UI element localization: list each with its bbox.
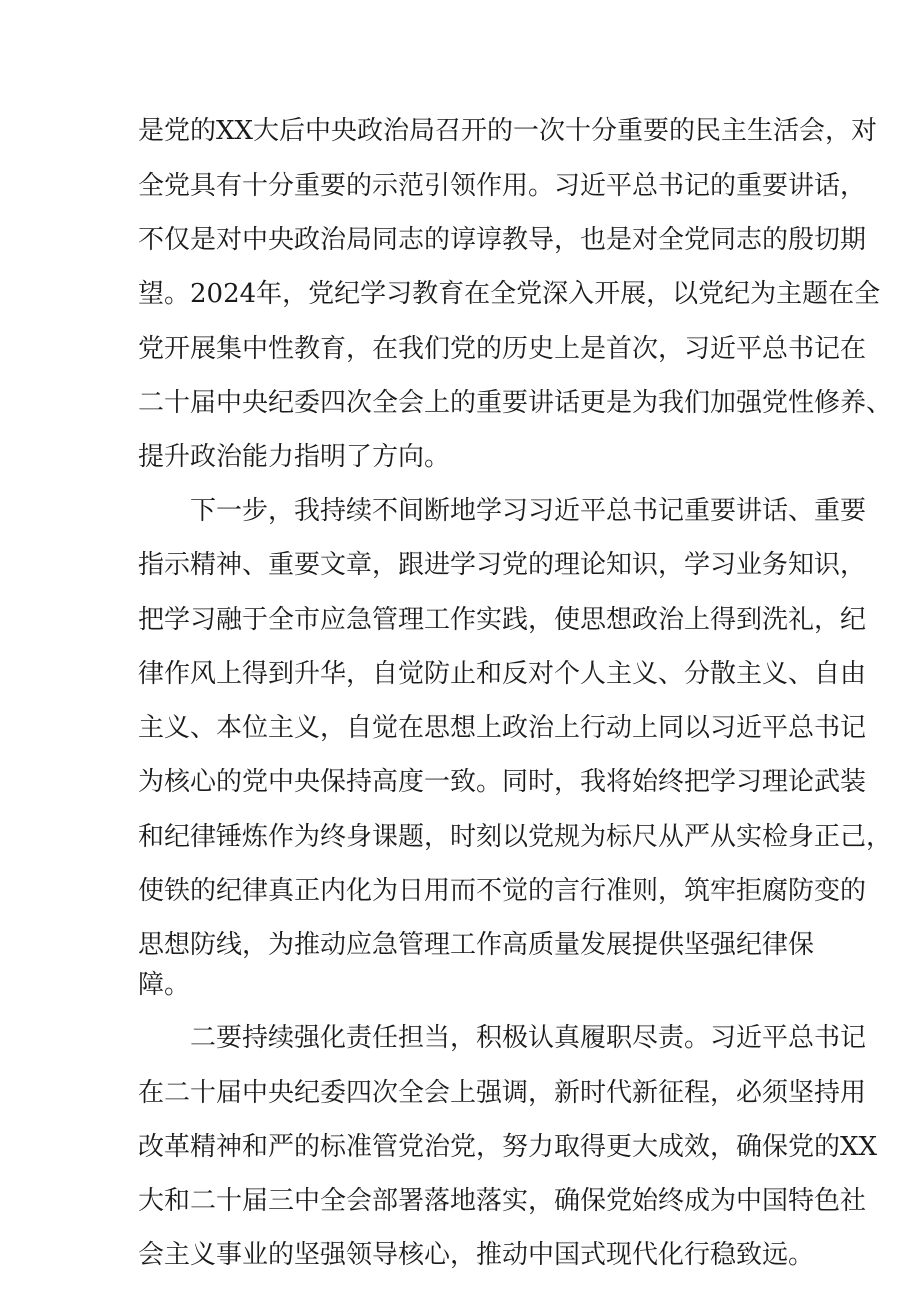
paragraph-line: 思想防线，为推动应急管理工作高质量发展提供坚强纪律保 bbox=[138, 930, 815, 960]
paragraph-line: 主义、本位主义，自觉在思想上政治上行动上同以习近平总书记 bbox=[138, 713, 867, 743]
paragraph-line: 二十届中央纪委四次全会上的重要讲话更是为我们加强党性修养、 bbox=[138, 388, 893, 418]
paragraph-line: 改革精神和严的标准管党治党，努力取得更大成效，确保党的XX bbox=[138, 1132, 878, 1162]
paragraph-line: 党开展集中性教育，在我们党的历史上是首次，习近平总书记在 bbox=[138, 334, 867, 364]
paragraph-line: 使铁的纪律真正内化为日用而不觉的言行准则，筑牢拒腐防变的 bbox=[138, 876, 867, 906]
paragraph-line: 全党具有十分重要的示范引领作用。习近平总书记的重要讲话， bbox=[138, 171, 867, 201]
paragraph-line: 不仅是对中央政治局同志的谆谆教导，也是对全党同志的殷切期 bbox=[138, 225, 867, 255]
paragraph-line: 会主义事业的坚强领导核心，推动中国式现代化行稳致远。 bbox=[138, 1240, 815, 1270]
paragraph-line: 障。 bbox=[138, 970, 191, 1000]
paragraph-line: 把学习融于全市应急管理工作实践，使思想政治上得到洗礼，纪 bbox=[138, 605, 867, 635]
paragraph-line: 下一步，我持续不间断地学习习近平总书记重要讲话、重要 bbox=[190, 496, 867, 526]
paragraph-line: 律作风上得到升华，自觉防止和反对个人主义、分散主义、自由 bbox=[138, 659, 867, 689]
paragraph-line: 大和二十届三中全会部署落地落实，确保党始终成为中国特色社 bbox=[138, 1186, 867, 1216]
paragraph-line: 提升政治能力指明了方向。 bbox=[138, 442, 451, 472]
paragraph-line: 为核心的党中央保持高度一致。同时，我将始终把学习理论武装 bbox=[138, 767, 867, 797]
paragraph-line: 指示精神、重要文章，跟进学习党的理论知识，学习业务知识， bbox=[138, 550, 867, 580]
paragraph-line: 二要持续强化责任担当，积极认真履职尽责。习近平总书记 bbox=[190, 1023, 867, 1053]
paragraph-line: 在二十届中央纪委四次全会上强调，新时代新征程，必须坚持用 bbox=[138, 1078, 867, 1108]
paragraph-line: 和纪律锤炼作为终身课题，时刻以党规为标尺从严从实检身正己， bbox=[138, 822, 893, 852]
paragraph-line: 望。2024年，党纪学习教育在全党深入开展，以党纪为主题在全 bbox=[138, 279, 881, 309]
paragraph-line: 是党的XX大后中央政治局召开的一次十分重要的民主生活会，对 bbox=[138, 116, 878, 146]
